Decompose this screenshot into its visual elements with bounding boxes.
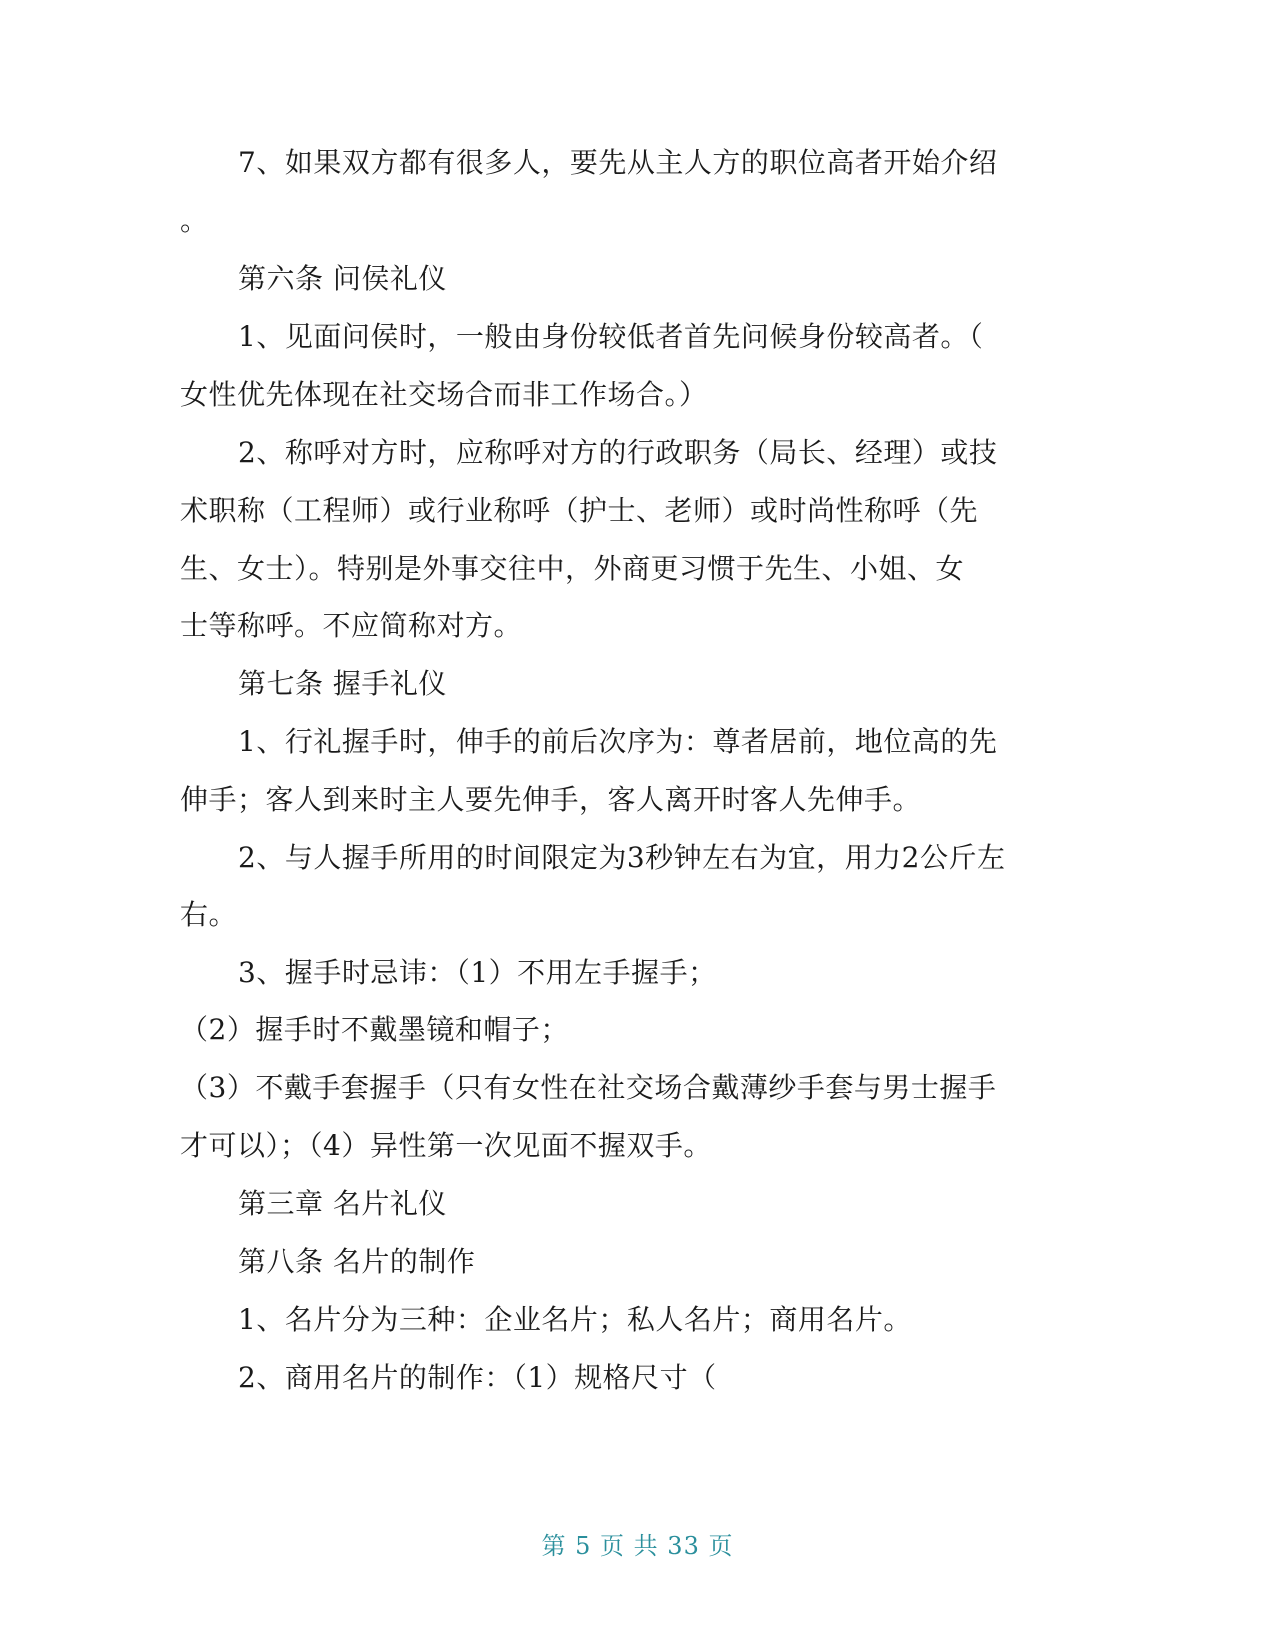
paragraph-line: 才可以）；（4）异性第一次见面不握双手。 [180,1129,712,1162]
page-number-footer: 第 5 页 共 33 页 [541,1532,734,1560]
paragraph-line: 1、见面问侯时，一般由身份较低者首先问候身份较高者。（ [238,320,984,353]
paragraph-line: 2、与人握手所用的时间限定为3秒钟左右为宜，用力2公斤左 [238,841,1006,874]
chapter-heading: 第三章 名片礼仪 [238,1187,447,1220]
paragraph-line: 2、商用名片的制作：（1）规格尺寸（ [238,1361,717,1394]
paragraph-line: 术职称（工程师）或行业称呼（护士、老师）或时尚性称呼（先 [180,494,979,527]
paragraph-line: 女性优先体现在社交场合而非工作场合。） [180,378,708,411]
paragraph-line: 3、握手时忌讳：（1）不用左手握手； [238,956,717,989]
paragraph-line: 右。 [180,898,238,931]
paragraph-line: 1、名片分为三种：企业名片；私人名片；商用名片。 [238,1303,912,1336]
section-heading: 第七条 握手礼仪 [238,667,447,700]
section-heading: 第八条 名片的制作 [238,1245,476,1278]
paragraph-line: 生、女士）。特别是外事交往中，外商更习惯于先生、小姐、女 [180,552,965,585]
paragraph-line: （2）握手时不戴墨镜和帽子； [180,1013,569,1046]
paragraph-line: 7、如果双方都有很多人，要先从主人方的职位高者开始介绍 [238,146,998,179]
paragraph-line: （3）不戴手套握手（只有女性在社交场合戴薄纱手套与男士握手 [180,1071,997,1104]
paragraph-line: 2、称呼对方时，应称呼对方的行政职务（局长、经理）或技 [238,436,998,469]
paragraph-line: 1、行礼握手时，伸手的前后次序为：尊者居前，地位高的先 [238,725,998,758]
section-heading: 第六条 问侯礼仪 [238,262,447,295]
paragraph-line: 伸手；客人到来时主人要先伸手，客人离开时客人先伸手。 [180,783,922,816]
paragraph-line: 。 [180,204,209,237]
paragraph-line: 士等称呼。不应简称对方。 [180,609,523,642]
